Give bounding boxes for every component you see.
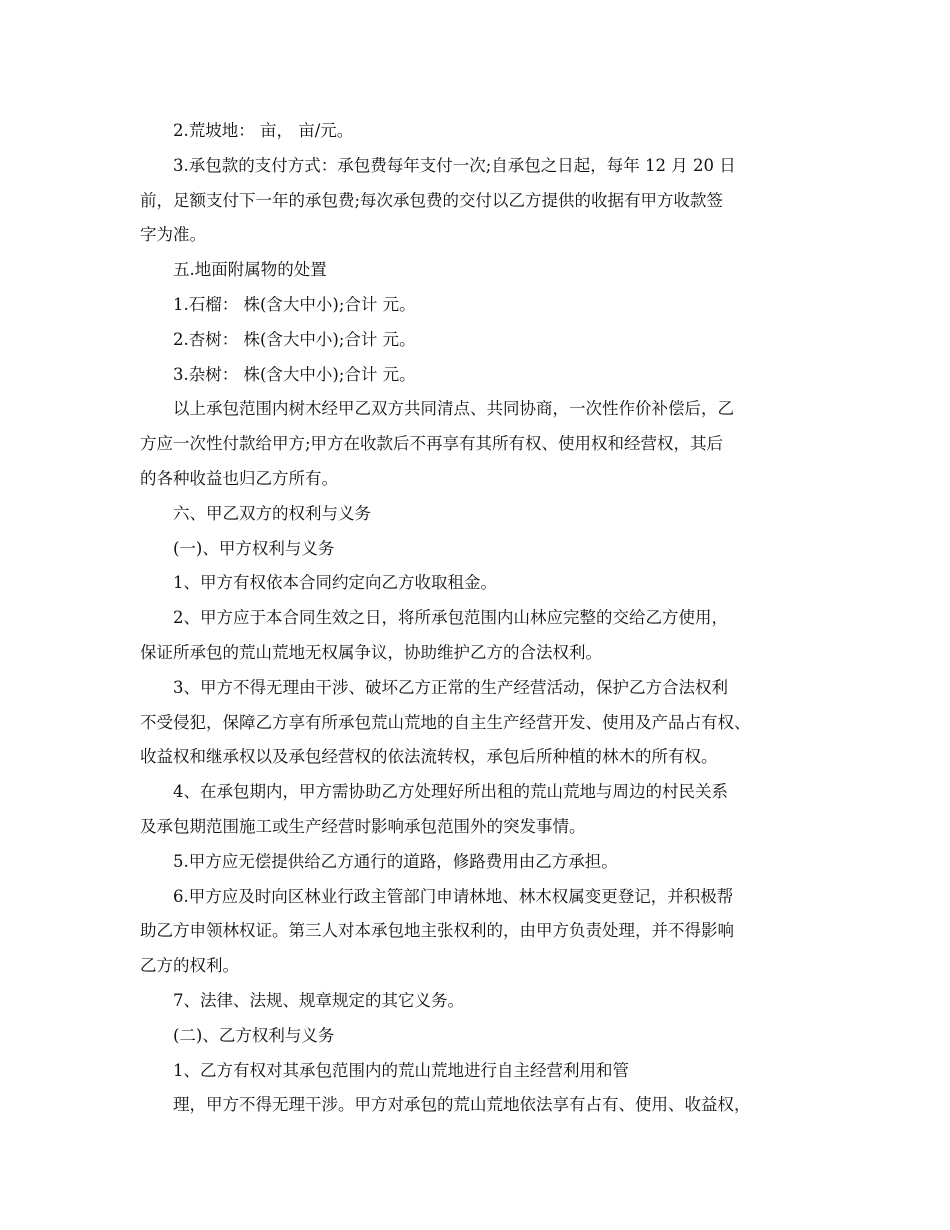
text-line: 3.杂树： 株(含大中小);合计 元。 [173, 364, 416, 384]
text-line: 7、法律、法规、规章规定的其它义务。 [173, 990, 464, 1010]
text-line: 保证所承包的荒山荒地无权属争议，协助维护乙方的合法权利。 [140, 642, 602, 662]
text-line: 收益权和继承权以及承包经营权的依法流转权，承包后所种植的林木的所有权。 [140, 747, 718, 767]
text-line: 及承包期范围施工或生产经营时影响承包范围外的突发事情。 [140, 816, 586, 836]
text-line: 前，足额支付下一年的承包费;每次承包费的交付以乙方提供的收据有甲方收款签 [140, 190, 724, 210]
text-line: 1、甲方有权依本合同约定向乙方收取租金。 [173, 573, 497, 593]
text-line: 4、在承包期内，甲方需协助乙方处理好所出租的荒山荒地与周边的村民关系 [173, 782, 728, 802]
text-line: 2.杏树： 株(含大中小);合计 元。 [173, 329, 416, 349]
text-line: 五.地面附属物的处置 [173, 260, 327, 280]
text-line: (一)、甲方权利与义务 [173, 538, 335, 558]
text-line: 方应一次性付款给甲方;甲方在收款后不再享有其所有权、使用权和经营权，其后 [140, 434, 724, 454]
document-body [140, 114, 820, 1123]
text-line: 不受侵犯，保障乙方享有所承包荒山荒地的自主生产经营开发、使用及产品占有权、 [140, 712, 751, 732]
text-line: 理，甲方不得无理干涉。甲方对承包的荒山荒地依法享有占有、使用、收益权， [173, 1095, 751, 1115]
text-line: 助乙方申领林权证。第三人对本承包地主张权利的，由甲方负责处理，并不得影响 [140, 921, 734, 941]
text-line: 3、甲方不得无理由干涉、破坏乙方正常的生产经营活动，保护乙方合法权利 [173, 677, 728, 697]
text-line: 3.承包款的支付方式：承包费每年支付一次;自承包之日起，每年 12 月 20 日 [173, 155, 736, 175]
text-line: 1.石榴： 株(含大中小);合计 元。 [173, 294, 416, 314]
text-line: 以上承包范围内树木经甲乙双方共同清点、共同协商，一次性作价补偿后，乙 [173, 399, 734, 419]
text-line: 2.荒坡地： 亩， 亩/元。 [173, 121, 354, 140]
text-line: (二)、乙方权利与义务 [173, 1025, 335, 1045]
text-line: 1、乙方有权对其承包范围内的荒山荒地进行自主经营利用和管 [173, 1060, 629, 1080]
text-line: 六、甲乙双方的权利与义务 [173, 503, 371, 523]
text-line: 2、甲方应于本合同生效之日，将所承包范围内山林应完整的交给乙方使用， [173, 608, 728, 628]
text-line: 乙方的权利。 [140, 956, 239, 976]
text-line: 的各种收益也归乙方所有。 [140, 468, 338, 488]
text-line: 字为准。 [140, 225, 206, 245]
text-line: 5.甲方应无偿提供给乙方通行的道路，修路费用由乙方承担。 [173, 851, 618, 871]
text-line: 6.甲方应及时向区林业行政主管部门申请林地、林木权属变更登记，并积极帮 [173, 886, 734, 906]
